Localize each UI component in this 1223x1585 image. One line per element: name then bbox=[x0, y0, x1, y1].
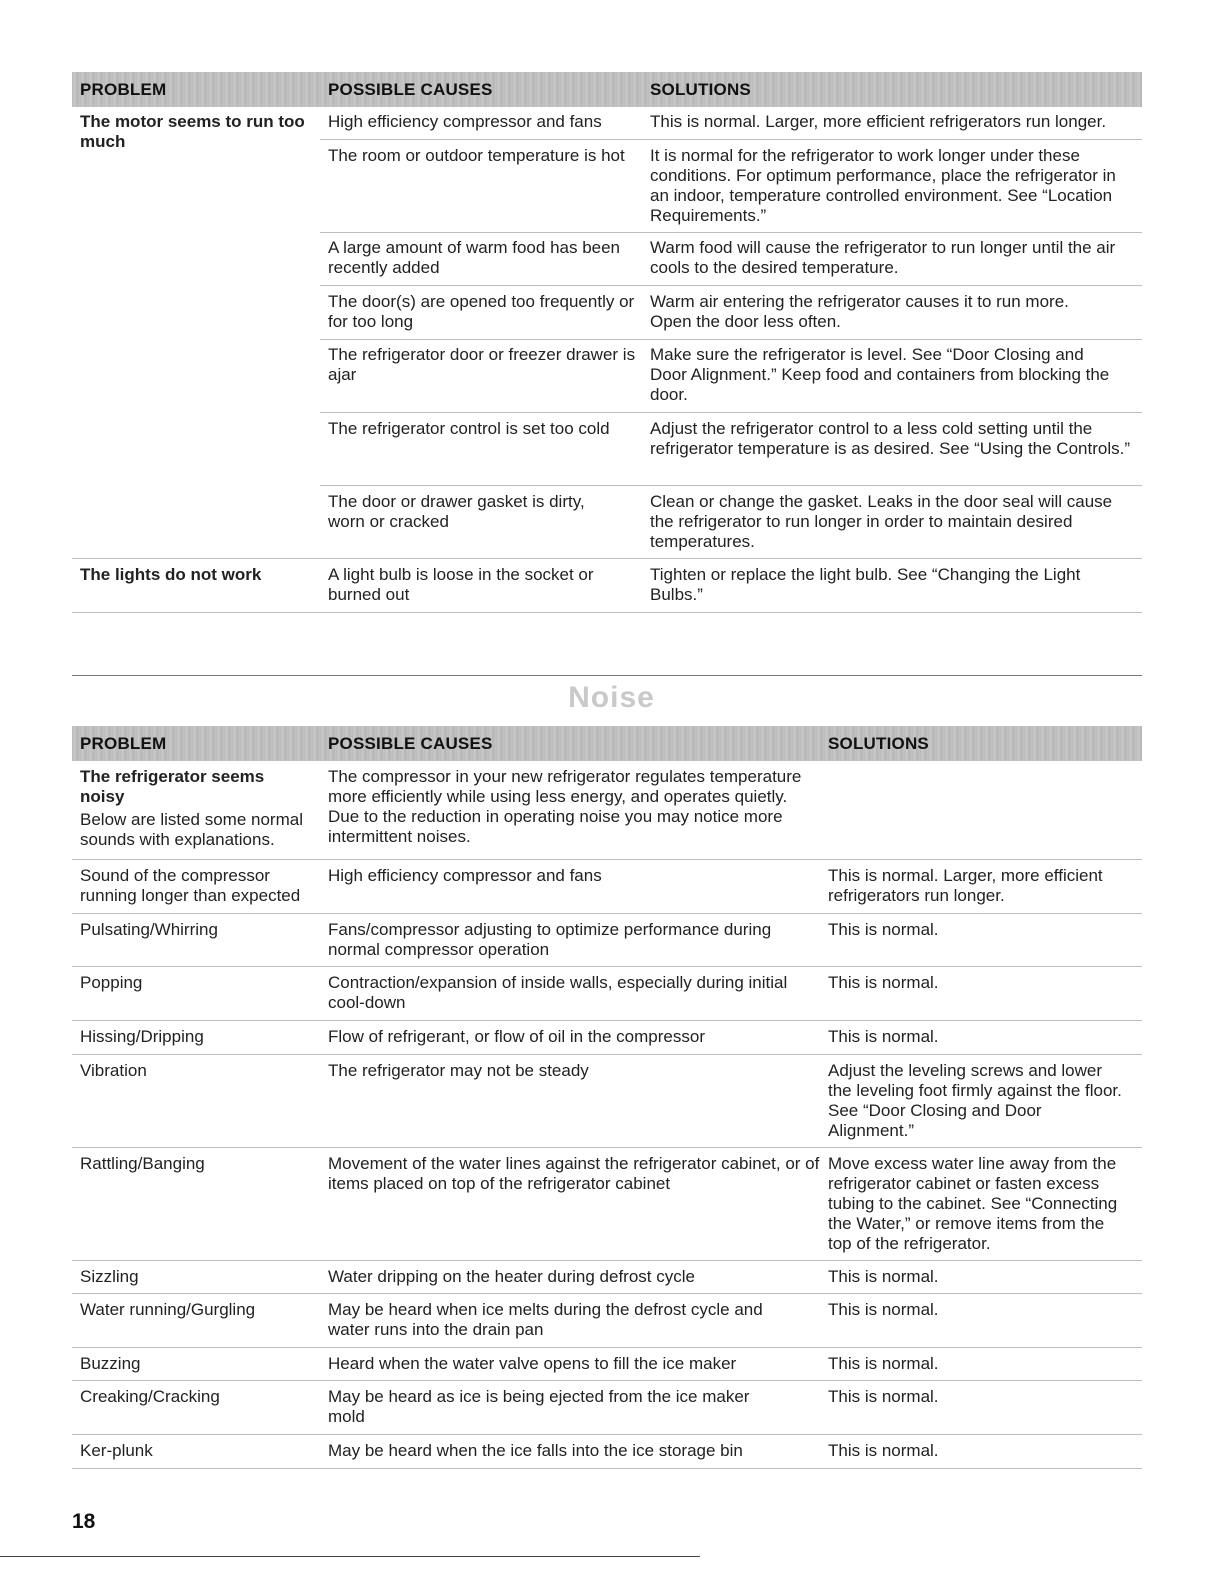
row-divider bbox=[320, 139, 1142, 140]
row-divider bbox=[72, 859, 1142, 860]
solution-cell: Warm air entering the refrigerator causes it to run more. Open the door less often. bbox=[650, 292, 1069, 331]
problem-cell bbox=[80, 767, 320, 850]
row-divider bbox=[72, 1020, 1142, 1021]
cause-cell: May be heard as ice is being ejected from the ice maker mold bbox=[328, 1387, 750, 1426]
solution-cell: This is normal. bbox=[828, 1354, 939, 1373]
cause-cell: Fans/compressor adjusting to optimize performance during normal compressor operation bbox=[328, 920, 772, 959]
row-divider bbox=[72, 1293, 1142, 1294]
header-possible-causes: POSSIBLE CAUSES bbox=[328, 80, 493, 99]
solution-cell: This is normal. bbox=[828, 1300, 939, 1319]
cause-cell: May be heard when ice melts during the defrost cycle and water runs into the drain pan bbox=[328, 1300, 763, 1339]
solution-cell: Make sure the refrigerator is level. See “Door Closing and Door Alignment.” Keep food and containers from blocking the door. bbox=[650, 345, 1110, 404]
cause-cell: A light bulb is loose in the socket or burned out bbox=[328, 565, 594, 604]
cause-cell: Flow of refrigerant, or flow of oil in the compressor bbox=[328, 1027, 705, 1046]
row-divider bbox=[320, 485, 1142, 486]
cause-cell: Movement of the water lines against the refrigerator cabinet, or of items placed on top of the refrigerator cabinet bbox=[328, 1154, 820, 1193]
cause-cell: The door or drawer gasket is dirty, worn or cracked bbox=[328, 492, 585, 531]
cause-cell: The compressor in your new refrigerator regulates temperature more efficiently while using less energy, and operates quietly. Due to the reduction in operating noise you may notice more intermittent noises. bbox=[328, 767, 802, 846]
row-divider bbox=[72, 1347, 1142, 1348]
footer-rule bbox=[0, 1556, 700, 1557]
problem-cell: Ker-plunk bbox=[80, 1441, 153, 1460]
header-solutions: SOLUTIONS bbox=[650, 80, 751, 99]
table-header bbox=[72, 72, 1142, 107]
troubleshooting-table-noise bbox=[72, 726, 1142, 1471]
problem-cell: Buzzing bbox=[80, 1354, 141, 1373]
cause-cell: The refrigerator may not be steady bbox=[328, 1061, 589, 1080]
problem-cell: Rattling/Banging bbox=[80, 1154, 205, 1173]
problem-lights: The lights do not work bbox=[80, 565, 262, 584]
cause-cell: The refrigerator door or freezer drawer is ajar bbox=[328, 345, 636, 384]
row-divider bbox=[72, 1147, 1142, 1148]
solution-cell: This is normal. bbox=[828, 1441, 939, 1460]
solution-cell: Clean or change the gasket. Leaks in the door seal will cause the refrigerator to run longer in order to maintain desired temperatures. bbox=[650, 492, 1113, 551]
row-divider bbox=[320, 412, 1142, 413]
solution-cell: This is normal. bbox=[828, 920, 939, 939]
solution-cell: Tighten or replace the light bulb. See “Changing the Light Bulbs.” bbox=[650, 565, 1081, 604]
problem-cell: Sizzling bbox=[80, 1267, 139, 1286]
row-divider bbox=[72, 612, 1142, 613]
cause-cell: The room or outdoor temperature is hot bbox=[328, 146, 625, 165]
row-divider bbox=[72, 1260, 1142, 1261]
header-possible-causes: POSSIBLE CAUSES bbox=[328, 734, 493, 753]
row-divider bbox=[72, 966, 1142, 967]
solution-cell: Move excess water line away from the refrigerator cabinet or fasten excess tubing to the cabinet. See “Connecting the Water,” or remove items from the top of the refrigerator. bbox=[828, 1154, 1118, 1253]
solution-cell: Adjust the leveling screws and lower the leveling foot firmly against the floor. See “Door Closing and Door Alignment.” bbox=[828, 1061, 1122, 1140]
solution-cell: This is normal. Larger, more efficient refrigerators run longer. bbox=[650, 112, 1107, 131]
row-divider bbox=[72, 1468, 1142, 1469]
cause-cell: Water dripping on the heater during defrost cycle bbox=[328, 1267, 695, 1286]
section-divider bbox=[72, 675, 1142, 676]
solution-cell: This is normal. bbox=[828, 1387, 939, 1406]
row-divider bbox=[72, 558, 1142, 559]
row-divider bbox=[72, 913, 1142, 914]
troubleshooting-table-motor bbox=[72, 72, 1142, 617]
solution-cell: Warm food will cause the refrigerator to run longer until the air cools to the desired temperature. bbox=[650, 238, 1116, 277]
row-divider bbox=[320, 285, 1142, 286]
problem-note: Below are listed some normal sounds with explanations. bbox=[80, 810, 303, 849]
row-divider bbox=[72, 1054, 1142, 1055]
problem-cell: Creaking/Cracking bbox=[80, 1387, 220, 1406]
header-problem: PROBLEM bbox=[80, 80, 167, 99]
cause-cell: High efficiency compressor and fans bbox=[328, 866, 602, 885]
cause-cell: A large amount of warm food has been recently added bbox=[328, 238, 621, 277]
cause-cell: Heard when the water valve opens to fill the ice maker bbox=[328, 1354, 737, 1373]
section-title-noise: Noise bbox=[568, 681, 655, 714]
problem-cell: Water running/Gurgling bbox=[80, 1300, 256, 1319]
row-divider bbox=[72, 1434, 1142, 1435]
row-divider bbox=[320, 339, 1142, 340]
problem-cell: Sound of the compressor running longer than expected bbox=[80, 866, 301, 905]
cause-cell: High efficiency compressor and fans bbox=[328, 112, 602, 131]
row-divider bbox=[72, 1380, 1142, 1381]
problem-cell: Pulsating/Whirring bbox=[80, 920, 218, 939]
solution-cell: This is normal. bbox=[828, 1267, 939, 1286]
problem-noisy: The refrigerator seems noisy bbox=[80, 767, 265, 806]
cause-cell: Contraction/expansion of inside walls, especially during initial cool-down bbox=[328, 973, 788, 1012]
solution-cell: This is normal. Larger, more efficient refrigerators run longer. bbox=[828, 866, 1103, 905]
solution-cell: Adjust the refrigerator control to a less cold setting until the refrigerator temperature is as desired. See “Using the Controls.” bbox=[650, 419, 1130, 458]
table-header bbox=[72, 726, 1142, 761]
problem-cell: Popping bbox=[80, 973, 143, 992]
problem-motor: The motor seems to run too much bbox=[80, 112, 305, 151]
cause-cell: May be heard when the ice falls into the ice storage bin bbox=[328, 1441, 743, 1460]
solution-cell: This is normal. bbox=[828, 973, 939, 992]
header-problem: PROBLEM bbox=[80, 734, 167, 753]
cause-cell: The door(s) are opened too frequently or for too long bbox=[328, 292, 635, 331]
cause-cell: The refrigerator control is set too cold bbox=[328, 419, 610, 438]
page-number: 18 bbox=[72, 1510, 96, 1533]
row-divider bbox=[320, 232, 1142, 233]
problem-cell: Hissing/Dripping bbox=[80, 1027, 204, 1046]
solution-cell: This is normal. bbox=[828, 1027, 939, 1046]
header-solutions: SOLUTIONS bbox=[828, 734, 929, 753]
solution-cell: It is normal for the refrigerator to work longer under these conditions. For optimum performance, place the refrigerator in an indoor, temperature controlled environment. See “Location Requirements.” bbox=[650, 146, 1116, 225]
problem-cell: Vibration bbox=[80, 1061, 147, 1080]
